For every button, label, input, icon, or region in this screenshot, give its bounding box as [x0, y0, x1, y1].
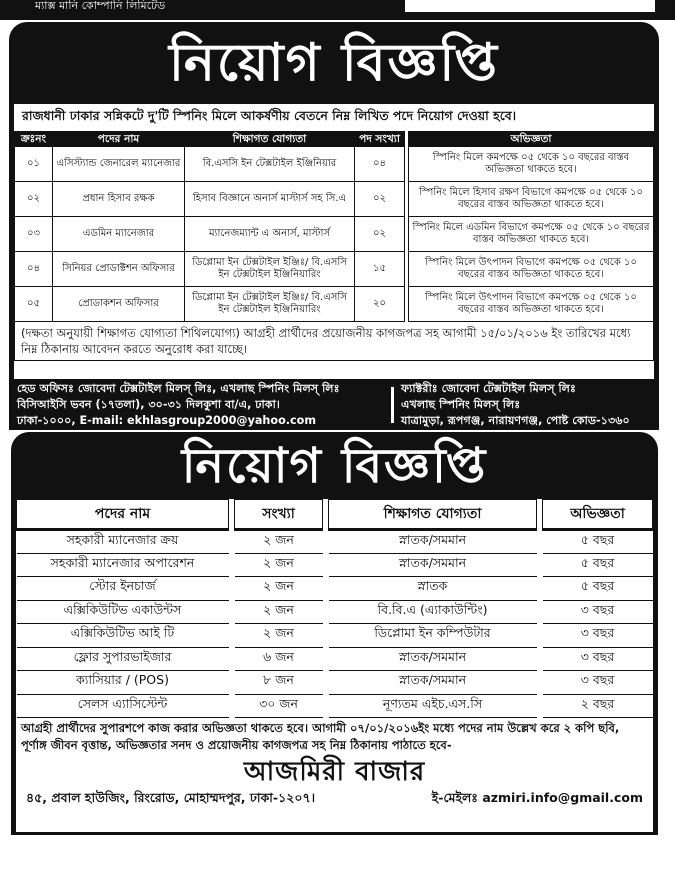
table-row — [17, 553, 653, 577]
col-header-experience: অভিজ্ঞতা — [409, 132, 654, 147]
row-education: স্নাতক/সমমান — [329, 530, 537, 554]
row-count: ০২ — [355, 182, 405, 217]
top-strip-text: ম্যাক্স মানি কোম্পানি লিমিটেড — [35, 0, 166, 12]
row-count: ০২ — [355, 217, 405, 252]
row-experience: ৫ বছর — [543, 577, 653, 601]
row-count: ০৪ — [355, 147, 405, 182]
row-education: হিসাব বিজ্ঞানে অনার্স মাস্টার্স সহ সি.এ — [185, 182, 355, 217]
ad2-company-name: আজমিরী বাজার — [243, 757, 426, 787]
address-divider — [391, 387, 394, 423]
ad1-application-note: (দক্ষতা অনুযায়ী শিক্ষাগত যোগ্যতা শিথিলযোগ্য) আগ্রহী প্রার্থীদের প্রয়োজনীয় কাগজপত্র সহ আগামী ১৫/০১/২০১৬ ইং তারিখের মধ্যে নিম্ন ঠিকানায় আবেদন করতে অনুরোধ করা যাচ্ছে। — [14, 322, 654, 361]
head-office-line: বিসিআইসি ভবন (১৭তলা), ৩০-৩১ দিলকুশা বা/এ, ঢাকা। — [17, 398, 280, 411]
row-post: সিনিয়র প্রোডাক্টশন অফিসার — [53, 252, 185, 287]
table-row — [15, 252, 654, 287]
top-strip-white-box — [405, 0, 655, 12]
row-serial: ০১ — [15, 147, 53, 182]
table-row — [15, 287, 654, 322]
table-row — [17, 671, 653, 695]
row-education: ডিপ্লোমা ইন কম্পিউটার — [329, 624, 537, 648]
factory-address — [401, 381, 656, 429]
factory-line: যাত্রামুড়া, রূপগঞ্জ, নারায়ণগঞ্জ, পোষ্ট কোড-১৩৬০ — [401, 414, 630, 427]
row-experience: ৩ বছর — [543, 600, 653, 624]
row-serial: ০৫ — [15, 287, 53, 322]
col-header-education: শিক্ষাগত যোগ্যতা — [185, 132, 355, 147]
ad1-vacancy-table — [14, 131, 654, 322]
table-row — [17, 530, 653, 554]
ad2-content — [16, 499, 653, 832]
row-experience: ৫ বছর — [543, 530, 653, 554]
row-post: প্রধান হিসাব রক্ষক — [53, 182, 185, 217]
table-row — [15, 182, 654, 217]
row-experience: স্পিনিং মিলে উৎপাদন বিভাগে কমপক্ষে ০৫ থেকে ১০ বছরের বাস্তব অভিজ্ঞতা থাকতে হবে। — [409, 287, 654, 322]
ad1-intro: রাজধানী ঢাকার সন্নিকটে দু'টি স্পিনিং মিলে আকর্ষণীয় বেতনে নিম্ন লিখিত পদে নিয়োগ দেওয়া হবে। — [22, 108, 517, 123]
row-education: ডিপ্লোমা ইন টেক্সটাইল ইঞ্জিঃ/ বি.এসসি ইন টেক্সটাইল ইঞ্জিনিয়ারিং — [185, 252, 355, 287]
col-header-count: পদ সংখ্যা — [355, 132, 405, 147]
table-row — [17, 694, 653, 718]
ad2-application-note: আগ্রহী প্রার্থীদের সুপারশপে কাজ করার অভিজ্ঞতা থাকতে হবে। আগামী ০৭/০১/২০১৬ইং মধ্যে পদের নাম উল্লেখ করে ২ কপি ছবি, পূর্ণাঙ্গ জীবন বৃত্তান্ত, অভিজ্ঞতার সনদ ও প্রয়োজনীয় কাগজপত্র সহ নিম্ন ঠিকানায় পাঠাতে হবে- — [21, 721, 620, 752]
head-office-email-line: ঢাকা-১০০০, E-mail: ekhlasgroup2000@yahoo.com — [17, 414, 316, 427]
row-experience: স্পিনিং মিলে হিসাব রক্ষণ বিভাগে কমপক্ষে ০৫ থেকে ১০ বছরের বাস্তব অভিজ্ঞতা থাকতে হবে। — [409, 182, 654, 217]
ad2-vacancy-table — [16, 499, 653, 718]
row-experience: স্পিনিং মিলে উৎপাদন বিভাগে কমপক্ষে ০৫ থেকে ১০ বছরের বাস্তব অভিজ্ঞতা থাকতে হবে। — [409, 252, 654, 287]
top-banner-strip — [0, 0, 675, 20]
ad1-table-header — [15, 132, 654, 147]
table-row — [17, 600, 653, 624]
row-post: সেলস এ্যাসিস্টেন্ট — [17, 694, 229, 718]
row-post: এডমিন ম্যানেজার — [53, 217, 185, 252]
row-post: প্রোডাকশন অফিসার — [53, 287, 185, 322]
row-count: ২ জন — [235, 624, 323, 648]
job-ad-textile — [9, 22, 659, 430]
row-post: এক্সিকিউটিভ একাউন্টস — [17, 600, 229, 624]
row-count: ৬ জন — [235, 647, 323, 671]
row-education: বি.এসসি ইন টেক্সটাইল ইঞ্জিনিয়ার — [185, 147, 355, 182]
col-header-post: পদের নাম — [53, 132, 185, 147]
row-count: ৩০ জন — [235, 694, 323, 718]
row-post: স্টোর ইনচার্জ — [17, 577, 229, 601]
factory-line: এখলাছ স্পিনিং মিলস্ লিঃ — [401, 398, 521, 411]
row-experience: স্পিনিং মিলে এডমিন বিভাগে কমপক্ষে ০৫ থেকে ১০ বছরের বাস্তব অভিজ্ঞতা থাকতে হবে। — [409, 217, 654, 252]
row-count: ১৫ — [355, 252, 405, 287]
col-header-education: শিক্ষাগত যোগ্যতা — [329, 500, 537, 530]
row-education: নূণ্যতম এইচ.এস.সি — [329, 694, 537, 718]
ad2-footer — [16, 788, 653, 812]
table-row — [17, 624, 653, 648]
row-post: ক্যাসিয়ার / (POS) — [17, 671, 229, 695]
ad2-title: নিয়োগ বিজ্ঞপ্তি — [181, 438, 488, 494]
row-experience: ৫ বছর — [543, 553, 653, 577]
row-count: ২০ — [355, 287, 405, 322]
col-header-post: পদের নাম — [17, 500, 229, 530]
ad1-title: নিয়োগ বিজ্ঞপ্তি — [169, 33, 499, 93]
row-education: স্নাতক/সমমান — [329, 553, 537, 577]
row-post: সহকারী ম্যানেজার অপারেশন — [17, 553, 229, 577]
job-ad-azmiri-bazar — [11, 432, 658, 835]
table-row — [17, 647, 653, 671]
row-post: এক্সিকিউটিভ আই টি — [17, 624, 229, 648]
col-header-count: সংখ্যা — [235, 500, 323, 530]
row-post: এসিস্ট্যান্ড জেনারেল ম্যানেজার — [53, 147, 185, 182]
ad1-content — [14, 104, 654, 379]
col-header-serial: ক্রঃনং — [15, 132, 53, 147]
row-count: ২ জন — [235, 553, 323, 577]
table-row — [15, 147, 654, 182]
row-education: স্নাতক/সমমান — [329, 647, 537, 671]
head-office-line: হেড অফিসঃ জোবেদা টেক্সটাইল মিলস্ লিঃ, এখলাছ স্পিনিং মিলস্ লিঃ — [17, 382, 340, 395]
table-row — [17, 577, 653, 601]
ad2-email: ই-মেইলঃ azmiri.info@gmail.com — [431, 790, 643, 805]
head-office-address — [17, 381, 387, 429]
ad2-table-header — [17, 500, 653, 530]
row-serial: ০৪ — [15, 252, 53, 287]
row-experience: স্পিনিং মিলে কমপক্ষে ০৫ থেকে ১০ বছরের বাস্তব অভিজ্ঞতা থাকতে হবে। — [409, 147, 654, 182]
row-serial: ০২ — [15, 182, 53, 217]
row-count: ২ জন — [235, 530, 323, 554]
ad2-address: ৪৫, প্রবাল হাউজিং, রিংরোড, মোহাম্মদপুর, ঢাকা-১২০৭। — [26, 790, 316, 805]
factory-line: ফ্যাক্টরীঃ জোবেদা টেক্সটাইল মিলস্ লিঃ — [401, 382, 576, 395]
row-experience: ৩ বছর — [543, 671, 653, 695]
row-post: সহকারী ম্যানেজার ক্রয় — [17, 530, 229, 554]
row-post: ফ্লোর সুপারভাইজার — [17, 647, 229, 671]
row-count: ২ জন — [235, 577, 323, 601]
row-count: ২ জন — [235, 600, 323, 624]
row-education: বি.বি.এ (এ্যাকাউন্টিং) — [329, 600, 537, 624]
row-education: ম্যানেজম্যান্ট এ অনার্স, মাস্টার্স — [185, 217, 355, 252]
row-education: ডিপ্লোমা ইন টেক্সটাইল ইঞ্জিঃ/ বি.এসসি ইন টেক্সটাইল ইঞ্জিনিয়ারিং — [185, 287, 355, 322]
row-count: ৮ জন — [235, 671, 323, 695]
row-experience: ৩ বছর — [543, 624, 653, 648]
row-experience: ৩ বছর — [543, 647, 653, 671]
row-education: স্নাতক/সমমান — [329, 671, 537, 695]
table-row — [15, 217, 654, 252]
row-experience: ২ বছর — [543, 694, 653, 718]
row-education: স্নাতক — [329, 577, 537, 601]
col-header-experience: অভিজ্ঞতা — [543, 500, 653, 530]
row-serial: ০৩ — [15, 217, 53, 252]
ad1-address-block — [9, 379, 659, 430]
